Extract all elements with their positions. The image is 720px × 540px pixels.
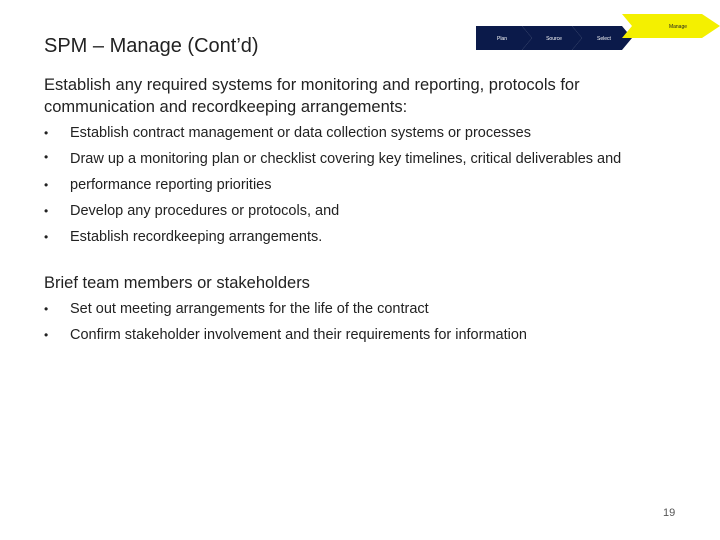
bullet-marker: • [44, 204, 49, 218]
bullet-text: performance reporting priorities [70, 177, 272, 193]
bullet-text: Set out meeting arrangements for the life of the contract [70, 301, 429, 317]
section-2 [44, 272, 684, 348]
process-step-diagram [476, 14, 720, 64]
bullet-item [44, 224, 684, 250]
bullet-item [44, 296, 684, 322]
bullet-text: Develop any procedures or protocols, and [70, 203, 340, 219]
bullet-item [44, 120, 684, 146]
bullet-marker: • [44, 150, 49, 164]
process-step-manage-label: Manage [668, 24, 688, 30]
bullet-marker: • [44, 126, 49, 140]
section-2-bullet-list [44, 296, 684, 348]
bullet-marker: • [44, 178, 49, 192]
process-step-plan-label: Plan [496, 36, 508, 42]
bullet-item [44, 322, 684, 348]
bullet-item [44, 198, 684, 224]
slide-title: SPM – Manage (Cont’d) [44, 35, 259, 57]
section-1-bullet-list [44, 120, 684, 250]
page-number: 19 [663, 507, 676, 519]
process-step-select-label: Select [597, 36, 611, 42]
bullet-text: Establish recordkeeping arrangements. [70, 229, 323, 245]
section-2-intro: Brief team members or stakeholders [44, 274, 310, 292]
bullet-text: Establish contract management or data collection systems or processes [70, 125, 531, 141]
bullet-text: Draw up a monitoring plan or checklist covering key timelines, critical deliverables and [70, 151, 622, 167]
bullet-marker: • [44, 302, 49, 316]
bullet-item [44, 146, 684, 172]
bullet-marker: • [44, 230, 49, 244]
section-1-intro: Establish any required systems for monitoring and reporting, protocols for communication and recordkeeping arrangements: [44, 76, 580, 116]
bullet-text: Confirm stakeholder involvement and their requirements for information [70, 327, 527, 343]
process-step-source-label: Source [546, 36, 562, 42]
slide-body [44, 74, 684, 348]
bullet-item [44, 172, 684, 198]
bullet-marker: • [44, 328, 49, 342]
